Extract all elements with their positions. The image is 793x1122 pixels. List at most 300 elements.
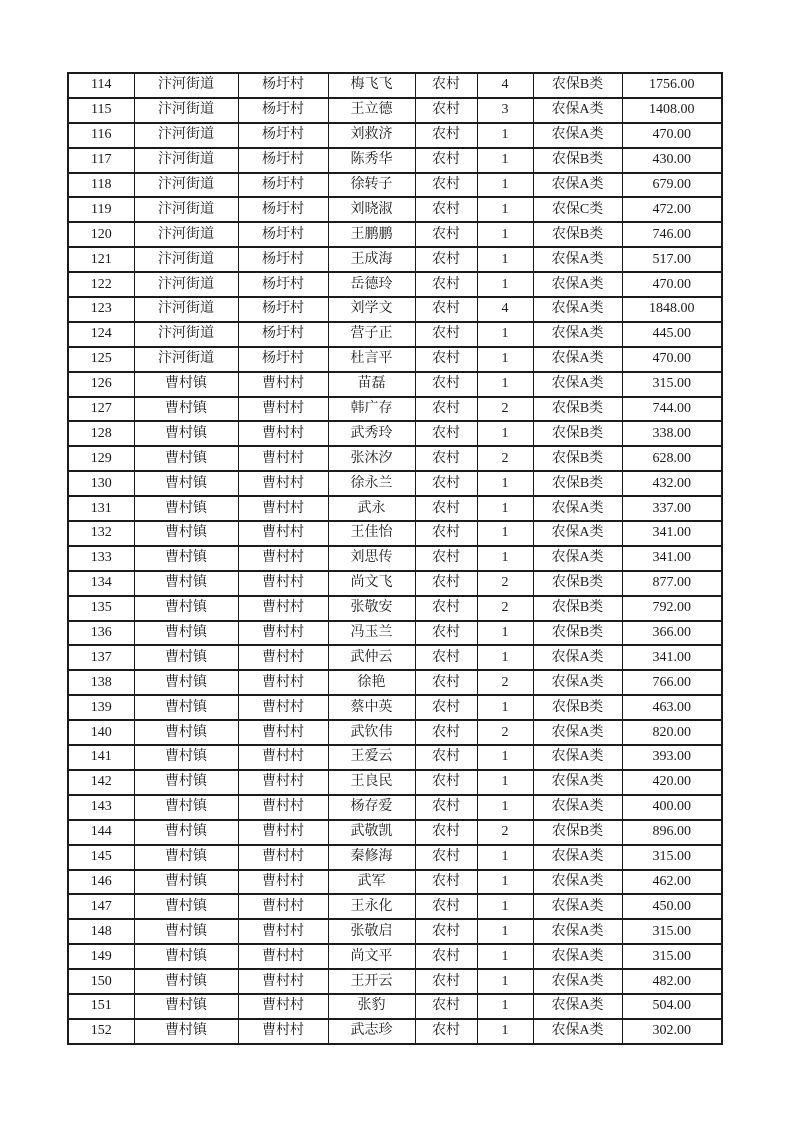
cell-town: 曹村镇 (134, 621, 238, 646)
cell-insurance-type: 农保B类 (533, 621, 622, 646)
cell-village: 曹村村 (238, 969, 328, 994)
cell-insurance-type: 农保B类 (533, 222, 622, 247)
cell-town: 汴河街道 (134, 322, 238, 347)
cell-seq: 126 (68, 372, 134, 397)
cell-town: 曹村镇 (134, 720, 238, 745)
cell-person-name: 王佳怡 (328, 521, 415, 546)
cell-person-name: 张豹 (328, 994, 415, 1019)
table-row (68, 670, 722, 695)
cell-village: 杨圩村 (238, 222, 328, 247)
cell-residence: 农村 (415, 944, 477, 969)
cell-insurance-type: 农保A类 (533, 770, 622, 795)
cell-household-count: 1 (477, 1019, 533, 1044)
cell-town: 曹村镇 (134, 820, 238, 845)
table-row (68, 770, 722, 795)
cell-seq: 152 (68, 1019, 134, 1044)
table-body (68, 73, 722, 1044)
cell-town: 汴河街道 (134, 347, 238, 372)
cell-amount: 393.00 (622, 745, 722, 770)
cell-person-name: 刘晓淑 (328, 197, 415, 222)
cell-residence: 农村 (415, 994, 477, 1019)
cell-village: 杨圩村 (238, 297, 328, 322)
cell-insurance-type: 农保A类 (533, 919, 622, 944)
cell-seq: 137 (68, 645, 134, 670)
cell-amount: 1848.00 (622, 297, 722, 322)
cell-village: 曹村村 (238, 745, 328, 770)
cell-insurance-type: 农保A类 (533, 322, 622, 347)
cell-residence: 农村 (415, 870, 477, 895)
cell-town: 汴河街道 (134, 222, 238, 247)
cell-amount: 450.00 (622, 894, 722, 919)
cell-amount: 432.00 (622, 471, 722, 496)
cell-household-count: 4 (477, 297, 533, 322)
cell-village: 杨圩村 (238, 322, 328, 347)
cell-village: 曹村村 (238, 994, 328, 1019)
cell-person-name: 杨存爱 (328, 795, 415, 820)
cell-household-count: 1 (477, 870, 533, 895)
cell-insurance-type: 农保B类 (533, 695, 622, 720)
cell-household-count: 1 (477, 222, 533, 247)
cell-village: 杨圩村 (238, 197, 328, 222)
cell-amount: 341.00 (622, 521, 722, 546)
cell-seq: 132 (68, 521, 134, 546)
cell-village: 曹村村 (238, 621, 328, 646)
table-row (68, 695, 722, 720)
cell-town: 曹村镇 (134, 745, 238, 770)
cell-person-name: 王鹏鹏 (328, 222, 415, 247)
cell-residence: 农村 (415, 197, 477, 222)
cell-residence: 农村 (415, 1019, 477, 1044)
cell-person-name: 尚文飞 (328, 571, 415, 596)
cell-household-count: 1 (477, 496, 533, 521)
cell-person-name: 刘救济 (328, 123, 415, 148)
cell-town: 曹村镇 (134, 546, 238, 571)
cell-amount: 463.00 (622, 695, 722, 720)
table-row (68, 421, 722, 446)
cell-person-name: 刘思传 (328, 546, 415, 571)
table-row (68, 521, 722, 546)
cell-seq: 136 (68, 621, 134, 646)
cell-amount: 341.00 (622, 645, 722, 670)
cell-amount: 679.00 (622, 173, 722, 198)
cell-amount: 470.00 (622, 347, 722, 372)
table-row (68, 173, 722, 198)
cell-amount: 504.00 (622, 994, 722, 1019)
cell-residence: 农村 (415, 745, 477, 770)
cell-household-count: 1 (477, 894, 533, 919)
cell-residence: 农村 (415, 73, 477, 98)
cell-person-name: 徐永兰 (328, 471, 415, 496)
cell-insurance-type: 农保A类 (533, 845, 622, 870)
cell-residence: 农村 (415, 471, 477, 496)
cell-household-count: 1 (477, 994, 533, 1019)
cell-village: 杨圩村 (238, 73, 328, 98)
cell-residence: 农村 (415, 521, 477, 546)
cell-town: 曹村镇 (134, 994, 238, 1019)
cell-town: 曹村镇 (134, 870, 238, 895)
cell-residence: 农村 (415, 272, 477, 297)
cell-household-count: 3 (477, 98, 533, 123)
cell-residence: 农村 (415, 322, 477, 347)
cell-town: 曹村镇 (134, 894, 238, 919)
cell-residence: 农村 (415, 969, 477, 994)
cell-residence: 农村 (415, 347, 477, 372)
cell-insurance-type: 农保B类 (533, 421, 622, 446)
cell-amount: 766.00 (622, 670, 722, 695)
cell-village: 杨圩村 (238, 98, 328, 123)
cell-village: 曹村村 (238, 521, 328, 546)
cell-insurance-type: 农保A类 (533, 745, 622, 770)
cell-seq: 122 (68, 272, 134, 297)
cell-residence: 农村 (415, 397, 477, 422)
cell-household-count: 1 (477, 621, 533, 646)
cell-town: 曹村镇 (134, 795, 238, 820)
cell-insurance-type: 农保B类 (533, 471, 622, 496)
cell-household-count: 1 (477, 421, 533, 446)
table-row (68, 795, 722, 820)
cell-seq: 142 (68, 770, 134, 795)
cell-seq: 133 (68, 546, 134, 571)
table-row (68, 471, 722, 496)
table-row (68, 894, 722, 919)
table-row (68, 845, 722, 870)
cell-residence: 农村 (415, 148, 477, 173)
cell-person-name: 武仲云 (328, 645, 415, 670)
cell-seq: 127 (68, 397, 134, 422)
cell-village: 杨圩村 (238, 148, 328, 173)
cell-amount: 315.00 (622, 845, 722, 870)
cell-person-name: 武钦伟 (328, 720, 415, 745)
cell-seq: 151 (68, 994, 134, 1019)
cell-seq: 117 (68, 148, 134, 173)
table-row (68, 994, 722, 1019)
cell-amount: 462.00 (622, 870, 722, 895)
cell-seq: 131 (68, 496, 134, 521)
cell-amount: 877.00 (622, 571, 722, 596)
cell-seq: 149 (68, 944, 134, 969)
cell-person-name: 王成海 (328, 247, 415, 272)
cell-amount: 896.00 (622, 820, 722, 845)
cell-seq: 128 (68, 421, 134, 446)
cell-insurance-type: 农保A类 (533, 894, 622, 919)
cell-town: 曹村镇 (134, 471, 238, 496)
table-row (68, 944, 722, 969)
cell-town: 曹村镇 (134, 372, 238, 397)
table-row (68, 969, 722, 994)
cell-residence: 农村 (415, 222, 477, 247)
cell-insurance-type: 农保B类 (533, 397, 622, 422)
cell-residence: 农村 (415, 446, 477, 471)
cell-insurance-type: 农保A类 (533, 795, 622, 820)
cell-amount: 420.00 (622, 770, 722, 795)
cell-seq: 141 (68, 745, 134, 770)
cell-person-name: 冯玉兰 (328, 621, 415, 646)
cell-household-count: 1 (477, 521, 533, 546)
cell-amount: 430.00 (622, 148, 722, 173)
cell-insurance-type: 农保A类 (533, 670, 622, 695)
cell-town: 曹村镇 (134, 446, 238, 471)
cell-town: 曹村镇 (134, 496, 238, 521)
cell-town: 汴河街道 (134, 272, 238, 297)
table-row (68, 919, 722, 944)
cell-household-count: 2 (477, 670, 533, 695)
cell-household-count: 1 (477, 969, 533, 994)
cell-town: 曹村镇 (134, 397, 238, 422)
cell-town: 曹村镇 (134, 645, 238, 670)
cell-insurance-type: 农保A类 (533, 347, 622, 372)
cell-amount: 366.00 (622, 621, 722, 646)
cell-household-count: 1 (477, 944, 533, 969)
cell-amount: 315.00 (622, 944, 722, 969)
cell-town: 汴河街道 (134, 123, 238, 148)
cell-seq: 148 (68, 919, 134, 944)
cell-residence: 农村 (415, 173, 477, 198)
cell-person-name: 杜言平 (328, 347, 415, 372)
cell-household-count: 1 (477, 272, 533, 297)
cell-town: 汴河街道 (134, 173, 238, 198)
table-row (68, 272, 722, 297)
cell-town: 汴河街道 (134, 297, 238, 322)
cell-village: 杨圩村 (238, 173, 328, 198)
table-row (68, 446, 722, 471)
cell-seq: 138 (68, 670, 134, 695)
cell-town: 曹村镇 (134, 521, 238, 546)
table-row (68, 571, 722, 596)
cell-person-name: 韩广存 (328, 397, 415, 422)
table-row (68, 372, 722, 397)
cell-village: 曹村村 (238, 397, 328, 422)
cell-residence: 农村 (415, 845, 477, 870)
cell-amount: 470.00 (622, 272, 722, 297)
cell-household-count: 2 (477, 820, 533, 845)
cell-household-count: 1 (477, 197, 533, 222)
cell-town: 汴河街道 (134, 98, 238, 123)
cell-town: 汴河街道 (134, 73, 238, 98)
cell-insurance-type: 农保A类 (533, 546, 622, 571)
cell-household-count: 1 (477, 347, 533, 372)
cell-amount: 517.00 (622, 247, 722, 272)
cell-town: 曹村镇 (134, 944, 238, 969)
cell-person-name: 岳德玲 (328, 272, 415, 297)
cell-seq: 144 (68, 820, 134, 845)
cell-residence: 农村 (415, 795, 477, 820)
cell-household-count: 1 (477, 173, 533, 198)
cell-person-name: 王永化 (328, 894, 415, 919)
cell-town: 曹村镇 (134, 1019, 238, 1044)
cell-insurance-type: 农保A类 (533, 969, 622, 994)
cell-residence: 农村 (415, 546, 477, 571)
cell-town: 汴河街道 (134, 148, 238, 173)
cell-village: 曹村村 (238, 695, 328, 720)
table-row (68, 322, 722, 347)
cell-residence: 农村 (415, 496, 477, 521)
cell-insurance-type: 农保B类 (533, 820, 622, 845)
table-row (68, 596, 722, 621)
cell-amount: 338.00 (622, 421, 722, 446)
cell-insurance-type: 农保A类 (533, 720, 622, 745)
cell-town: 曹村镇 (134, 770, 238, 795)
cell-household-count: 1 (477, 795, 533, 820)
cell-amount: 472.00 (622, 197, 722, 222)
cell-amount: 400.00 (622, 795, 722, 820)
cell-village: 曹村村 (238, 919, 328, 944)
cell-village: 曹村村 (238, 894, 328, 919)
cell-insurance-type: 农保A类 (533, 1019, 622, 1044)
table-row (68, 98, 722, 123)
cell-amount: 315.00 (622, 919, 722, 944)
table-row (68, 148, 722, 173)
cell-town: 曹村镇 (134, 670, 238, 695)
cell-village: 杨圩村 (238, 123, 328, 148)
cell-village: 曹村村 (238, 471, 328, 496)
cell-town: 曹村镇 (134, 596, 238, 621)
cell-town: 汴河街道 (134, 197, 238, 222)
cell-amount: 820.00 (622, 720, 722, 745)
cell-residence: 农村 (415, 98, 477, 123)
cell-seq: 118 (68, 173, 134, 198)
cell-insurance-type: 农保A类 (533, 994, 622, 1019)
cell-person-name: 武永 (328, 496, 415, 521)
cell-seq: 119 (68, 197, 134, 222)
table-row (68, 820, 722, 845)
cell-household-count: 1 (477, 123, 533, 148)
cell-village: 曹村村 (238, 546, 328, 571)
cell-person-name: 张敬启 (328, 919, 415, 944)
cell-residence: 农村 (415, 695, 477, 720)
cell-seq: 115 (68, 98, 134, 123)
table-row (68, 1019, 722, 1044)
cell-amount: 445.00 (622, 322, 722, 347)
cell-insurance-type: 农保A类 (533, 496, 622, 521)
cell-seq: 130 (68, 471, 134, 496)
cell-amount: 1408.00 (622, 98, 722, 123)
cell-household-count: 1 (477, 695, 533, 720)
cell-insurance-type: 农保A类 (533, 98, 622, 123)
cell-residence: 农村 (415, 247, 477, 272)
cell-insurance-type: 农保A类 (533, 870, 622, 895)
cell-amount: 744.00 (622, 397, 722, 422)
cell-insurance-type: 农保A类 (533, 297, 622, 322)
cell-village: 曹村村 (238, 421, 328, 446)
cell-household-count: 1 (477, 372, 533, 397)
cell-insurance-type: 农保A类 (533, 173, 622, 198)
cell-seq: 123 (68, 297, 134, 322)
table-row (68, 745, 722, 770)
cell-amount: 302.00 (622, 1019, 722, 1044)
cell-person-name: 武志珍 (328, 1019, 415, 1044)
cell-village: 曹村村 (238, 795, 328, 820)
cell-household-count: 4 (477, 73, 533, 98)
cell-seq: 125 (68, 347, 134, 372)
cell-seq: 139 (68, 695, 134, 720)
table-row (68, 197, 722, 222)
cell-village: 曹村村 (238, 944, 328, 969)
table-row (68, 247, 722, 272)
table-row (68, 297, 722, 322)
cell-household-count: 2 (477, 446, 533, 471)
table-row (68, 496, 722, 521)
cell-household-count: 1 (477, 148, 533, 173)
cell-amount: 1756.00 (622, 73, 722, 98)
cell-town: 曹村镇 (134, 845, 238, 870)
cell-residence: 农村 (415, 123, 477, 148)
cell-household-count: 2 (477, 397, 533, 422)
table-row (68, 347, 722, 372)
cell-village: 曹村村 (238, 720, 328, 745)
cell-insurance-type: 农保A类 (533, 247, 622, 272)
cell-village: 杨圩村 (238, 247, 328, 272)
cell-person-name: 王开云 (328, 969, 415, 994)
table-row (68, 397, 722, 422)
cell-insurance-type: 农保B类 (533, 73, 622, 98)
cell-amount: 628.00 (622, 446, 722, 471)
cell-household-count: 1 (477, 247, 533, 272)
cell-residence: 农村 (415, 621, 477, 646)
cell-village: 曹村村 (238, 496, 328, 521)
cell-insurance-type: 农保A类 (533, 272, 622, 297)
cell-insurance-type: 农保A类 (533, 521, 622, 546)
cell-household-count: 1 (477, 770, 533, 795)
cell-household-count: 1 (477, 745, 533, 770)
cell-person-name: 张敬安 (328, 596, 415, 621)
cell-person-name: 徐转子 (328, 173, 415, 198)
cell-village: 曹村村 (238, 1019, 328, 1044)
cell-amount: 792.00 (622, 596, 722, 621)
cell-person-name: 王良民 (328, 770, 415, 795)
cell-residence: 农村 (415, 645, 477, 670)
cell-person-name: 陈秀华 (328, 148, 415, 173)
cell-household-count: 1 (477, 645, 533, 670)
cell-village: 曹村村 (238, 645, 328, 670)
cell-household-count: 1 (477, 471, 533, 496)
cell-person-name: 张沐汐 (328, 446, 415, 471)
cell-town: 汴河街道 (134, 247, 238, 272)
cell-residence: 农村 (415, 720, 477, 745)
cell-person-name: 王立德 (328, 98, 415, 123)
cell-person-name: 徐艳 (328, 670, 415, 695)
cell-household-count: 2 (477, 571, 533, 596)
cell-seq: 134 (68, 571, 134, 596)
cell-seq: 143 (68, 795, 134, 820)
cell-amount: 470.00 (622, 123, 722, 148)
cell-household-count: 2 (477, 596, 533, 621)
cell-village: 杨圩村 (238, 347, 328, 372)
cell-town: 曹村镇 (134, 919, 238, 944)
table-row (68, 645, 722, 670)
cell-seq: 124 (68, 322, 134, 347)
cell-person-name: 武秀玲 (328, 421, 415, 446)
cell-insurance-type: 农保C类 (533, 197, 622, 222)
cell-seq: 140 (68, 720, 134, 745)
cell-insurance-type: 农保A类 (533, 645, 622, 670)
cell-person-name: 苗磊 (328, 372, 415, 397)
table-row (68, 222, 722, 247)
cell-residence: 农村 (415, 894, 477, 919)
cell-village: 曹村村 (238, 571, 328, 596)
table-row (68, 123, 722, 148)
cell-insurance-type: 农保B类 (533, 571, 622, 596)
cell-village: 曹村村 (238, 820, 328, 845)
cell-insurance-type: 农保A类 (533, 944, 622, 969)
cell-residence: 农村 (415, 297, 477, 322)
cell-town: 曹村镇 (134, 421, 238, 446)
cell-town: 曹村镇 (134, 969, 238, 994)
cell-seq: 116 (68, 123, 134, 148)
cell-person-name: 武敬凯 (328, 820, 415, 845)
cell-residence: 农村 (415, 571, 477, 596)
cell-residence: 农村 (415, 372, 477, 397)
cell-person-name: 梅飞飞 (328, 73, 415, 98)
